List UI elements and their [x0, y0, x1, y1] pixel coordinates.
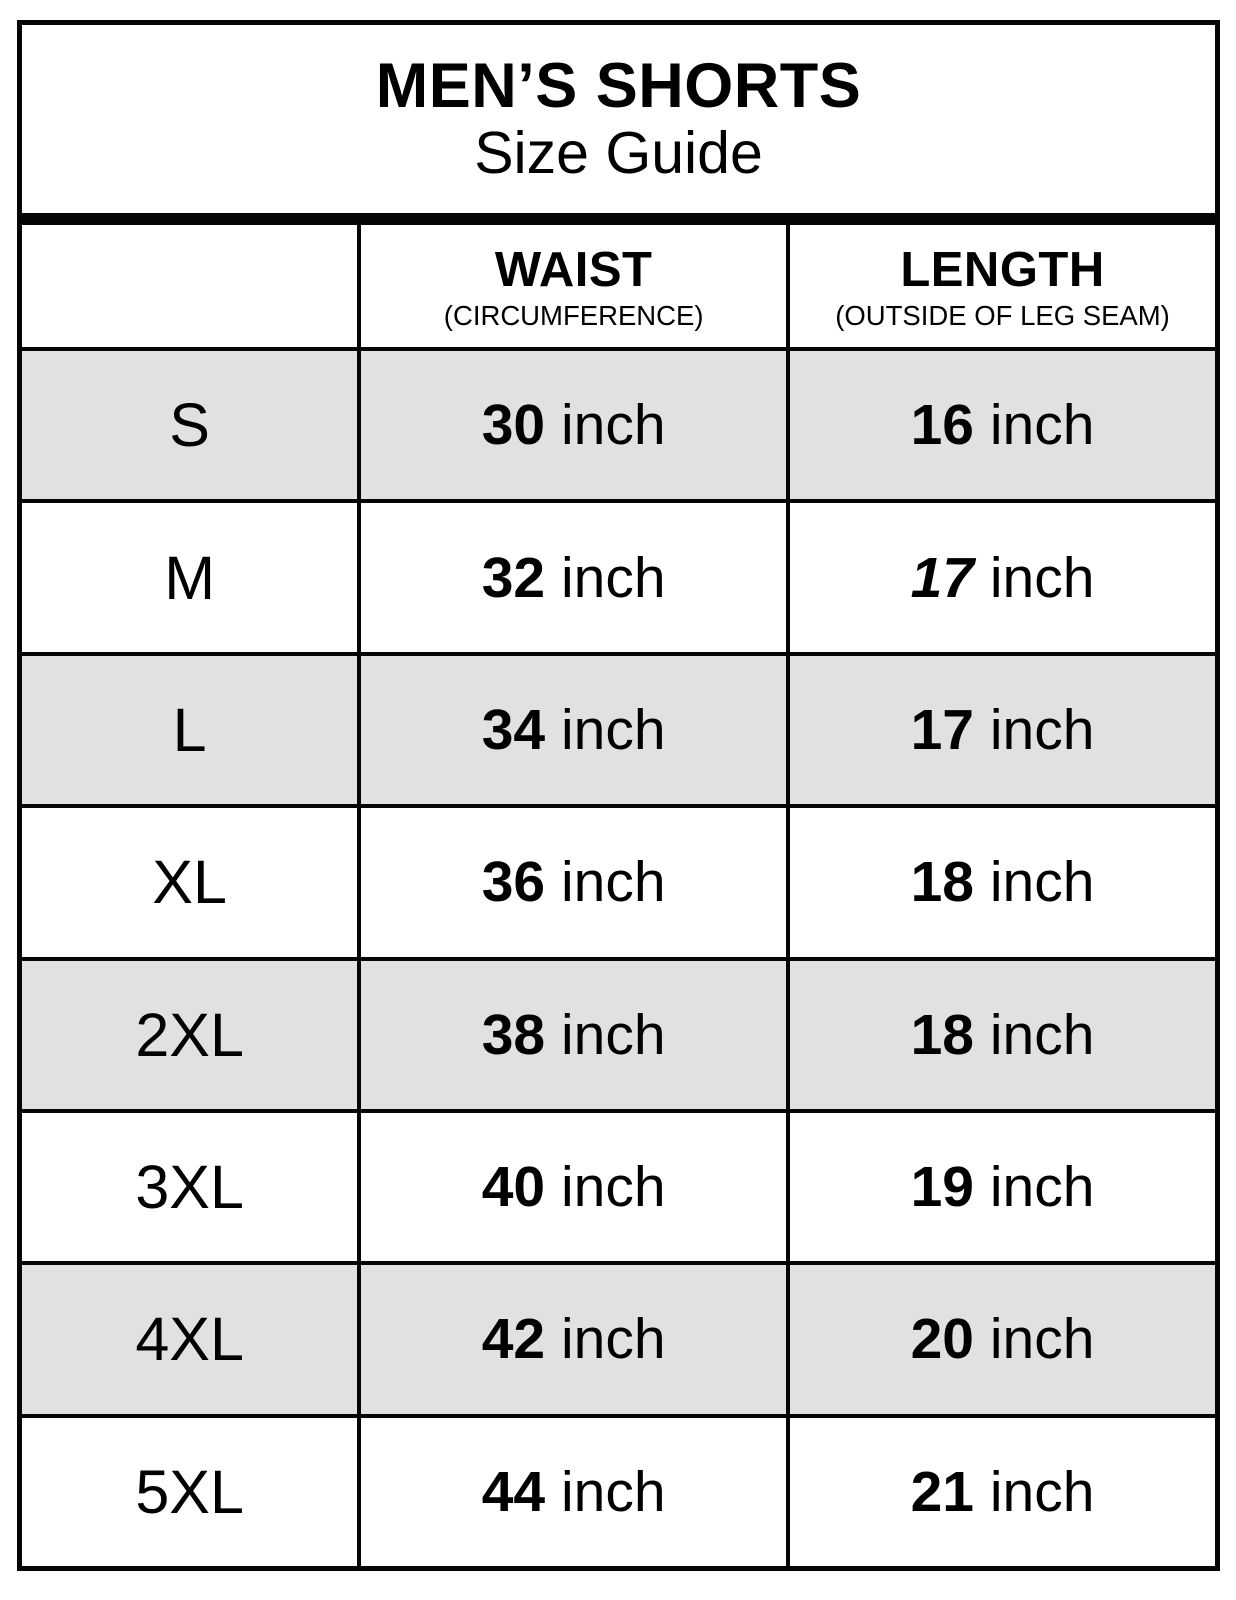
table-row-3xl	[22, 1109, 1215, 1261]
waist-value: 40	[481, 1155, 546, 1220]
length-unit: inch	[989, 697, 1095, 762]
length-unit: inch	[989, 1155, 1095, 1220]
table-header-row	[22, 225, 1215, 347]
waist-cell	[357, 1113, 786, 1261]
table-row-5xl	[22, 1414, 1215, 1566]
waist-value: 32	[481, 545, 546, 610]
waist-unit: inch	[560, 850, 666, 915]
length-value: 19	[910, 1155, 975, 1220]
waist-cell	[357, 961, 786, 1109]
waist-value: 38	[481, 1002, 546, 1067]
size-cell: S	[169, 391, 210, 460]
waist-value: 34	[481, 697, 546, 762]
waist-value: 44	[481, 1459, 546, 1524]
waist-cell	[357, 1265, 786, 1413]
length-column-header	[786, 225, 1215, 347]
table-row-xl	[22, 804, 1215, 956]
waist-unit: inch	[560, 697, 666, 762]
length-cell	[786, 656, 1215, 804]
length-cell	[786, 351, 1215, 499]
title-block	[22, 25, 1215, 213]
waist-value: 42	[481, 1307, 546, 1372]
table-row-2xl	[22, 957, 1215, 1109]
size-cell: 2XL	[135, 1000, 244, 1069]
waist-unit: inch	[560, 1459, 666, 1524]
length-value: 18	[910, 850, 975, 915]
table-row-l	[22, 652, 1215, 804]
waist-unit: inch	[560, 545, 666, 610]
size-cell: XL	[152, 848, 227, 917]
length-unit: inch	[989, 393, 1095, 458]
length-unit: inch	[989, 1002, 1095, 1067]
length-cell	[786, 1418, 1215, 1566]
waist-value: 30	[481, 393, 546, 458]
length-unit: inch	[989, 1307, 1095, 1372]
size-cell: 4XL	[135, 1305, 244, 1374]
waist-cell	[357, 503, 786, 651]
waist-cell	[357, 808, 786, 956]
table-row-s	[22, 347, 1215, 499]
length-header-sublabel: (OUTSIDE OF LEG SEAM)	[835, 300, 1170, 332]
size-cell: 5XL	[135, 1457, 244, 1526]
size-cell: L	[172, 695, 207, 764]
waist-header-sublabel: (CIRCUMFERENCE)	[443, 300, 704, 332]
length-value: 20	[910, 1307, 975, 1372]
waist-cell	[357, 351, 786, 499]
title-divider	[22, 213, 1215, 225]
table-row-4xl	[22, 1261, 1215, 1413]
page-title: MEN’S SHORTS	[375, 50, 862, 121]
length-cell	[786, 1113, 1215, 1261]
length-unit: inch	[989, 1459, 1095, 1524]
waist-cell	[357, 656, 786, 804]
length-value: 17	[910, 697, 975, 762]
length-unit: inch	[989, 850, 1095, 915]
size-cell: M	[164, 543, 216, 612]
size-guide-table	[17, 20, 1220, 1571]
length-value: 17	[910, 545, 975, 610]
table-row-m	[22, 499, 1215, 651]
waist-unit: inch	[560, 1155, 666, 1220]
waist-cell	[357, 1418, 786, 1566]
waist-column-header	[357, 225, 786, 347]
length-cell	[786, 808, 1215, 956]
waist-unit: inch	[560, 393, 666, 458]
length-value: 21	[910, 1459, 975, 1524]
waist-value: 36	[481, 850, 546, 915]
length-value: 18	[910, 1002, 975, 1067]
page-subtitle: Size Guide	[474, 120, 763, 187]
size-column-header	[22, 225, 357, 347]
length-header-label: LENGTH	[900, 243, 1105, 298]
length-value: 16	[910, 393, 975, 458]
length-unit: inch	[989, 545, 1095, 610]
length-cell	[786, 503, 1215, 651]
waist-header-label: WAIST	[494, 243, 653, 298]
length-cell	[786, 1265, 1215, 1413]
waist-unit: inch	[560, 1307, 666, 1372]
size-cell: 3XL	[135, 1153, 244, 1222]
length-cell	[786, 961, 1215, 1109]
waist-unit: inch	[560, 1002, 666, 1067]
